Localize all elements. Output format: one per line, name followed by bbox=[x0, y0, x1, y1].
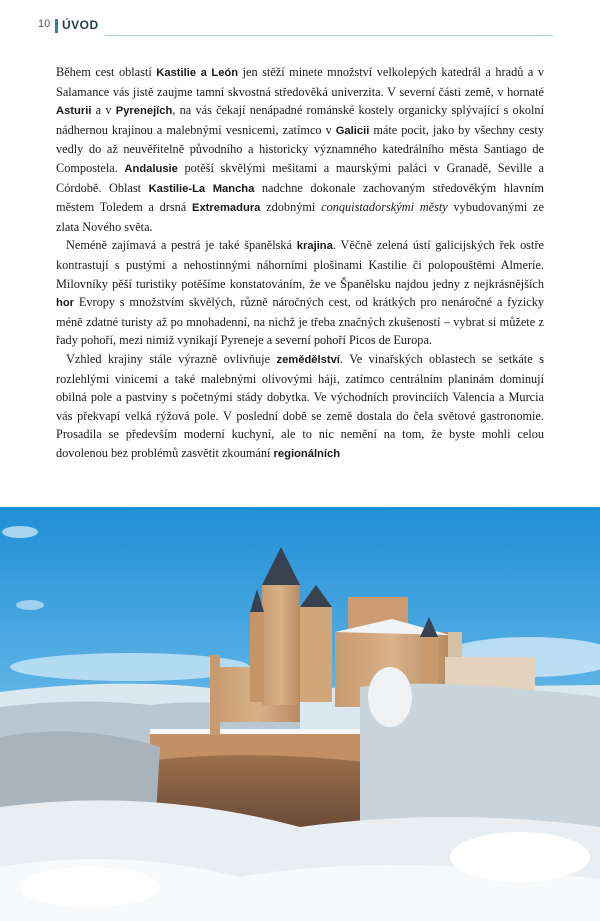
keyword: Andalusie bbox=[124, 162, 178, 175]
header-rule bbox=[105, 35, 553, 36]
keyword: Pyrenejích bbox=[115, 105, 173, 118]
page-number: 10 bbox=[38, 18, 51, 30]
keyword: Kastilie a León bbox=[156, 67, 239, 79]
text-run: vybudovanými ze zlata Nového světa. bbox=[56, 200, 544, 234]
text-run: . Věčně zelená ústí galicijských řek ostře kontrastují s pustými a nehostinnými náhorními plošinami Kastilie či polopouštěmi Almeríe. Milovníky pěší turistiky potěšíme konstatováním, že ve Španělsku najdou jedny z nejkrásnějších bbox=[56, 238, 544, 291]
keyword: Extremadura bbox=[192, 202, 261, 215]
body-text bbox=[56, 63, 544, 463]
paragraph bbox=[56, 63, 544, 236]
text-run: Vzhled krajiny stále výrazně ovlivňuje bbox=[66, 351, 277, 366]
text-run: zdobnými bbox=[260, 200, 322, 215]
keyword: regionálních bbox=[273, 447, 341, 460]
text-run: máte pocit, jako by všechny cesty vedly do až neuvěřitelně původního a historicky významného katedrálního města Santiago de Compostela. bbox=[56, 122, 544, 175]
text-run: Neméně zajímavá a pestrá je také španělská bbox=[66, 238, 297, 253]
paragraph bbox=[56, 350, 544, 464]
text-run: potěší skvělými mešitami a maurskými paláci v Granadě, Seville a Córdobě. Oblast bbox=[56, 160, 544, 195]
paragraph bbox=[56, 236, 544, 350]
text-run: Během cest oblastí bbox=[56, 65, 157, 79]
keyword: Kastilie-La Mancha bbox=[148, 182, 255, 195]
page-header bbox=[0, 0, 600, 40]
keyword: krajina bbox=[296, 240, 333, 253]
text-run: . Ve vinařských oblastech se setkáte s rozlehlými vinicemi a také malebnými olivovými háji, zatímco centrálním planinám dominují obilná pole a pastviny s početnými stády dobytka. Ve východních provinciích Valencia a Murcia vás překvapí velká rýžová pole. V poslední době se země dostala do čela světové gastronomie. Prosadila se především moderní kuchyní, ale to nic nemění na tom, že byste mohli celou dovolenou bez problémů zasvětit zkoumání bbox=[56, 351, 544, 460]
keyword: Asturii bbox=[56, 105, 92, 118]
italic-text: conquistadorskými městy bbox=[321, 200, 448, 215]
section-title: ÚVOD bbox=[62, 18, 99, 32]
keyword: Galicii bbox=[335, 124, 370, 137]
text-run: jen stěží minete množství velkolepých katedrál a hradů a v Salamance vás jistě zaujme tamní skvostná středověká univerzita. V severní části země, v hornaté bbox=[56, 65, 545, 99]
text-run: Evropy s množstvím skvělých, různě náročných cest, od krátkých pro nenáročné a fyzicky méně zdatné turisty až po mnohadenní, na nichž je třeba značných zkušeností – vybrat si můžete z řady pohoří, mezi nimiž vynikají Pyreneje a severní pohoří Picos de Europa. bbox=[56, 295, 544, 348]
text-run: , na vás čekají nenápadné románské kostely organicky splývající s okolní nádhernou krajinou a malebnými vesnicemi, zatímco v bbox=[56, 103, 544, 137]
castle-photo bbox=[0, 507, 600, 921]
keyword: hor bbox=[56, 297, 75, 310]
header-accent-bar bbox=[55, 19, 58, 33]
text-run: a v bbox=[91, 103, 116, 118]
text-run: nadchne dokonale zachovaným středověkým hlavním městem Toledem a drsná bbox=[56, 180, 544, 215]
keyword: zemědělství bbox=[276, 353, 340, 366]
